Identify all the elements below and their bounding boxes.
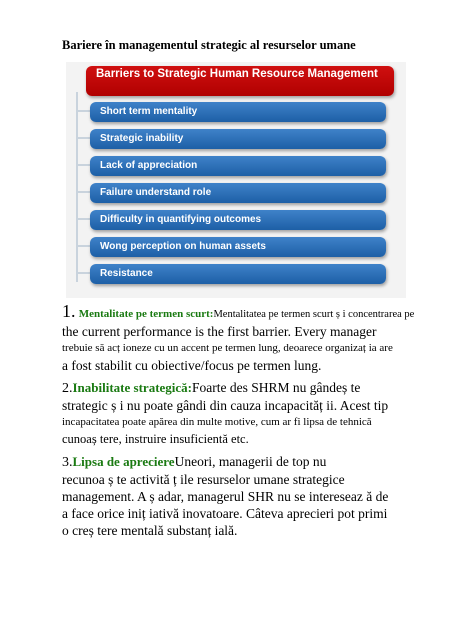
paragraph-text: o creș tere mentală substanț ială. — [62, 523, 238, 538]
barrier-item: Difficulty in quantifying outcomes — [90, 210, 386, 230]
diagram-header: Barriers to Strategic Human Resource Management — [86, 66, 394, 96]
paragraph-heading: Lipsa de apreciere — [72, 454, 175, 469]
paragraph-text: a fost stabilit cu obiective/focus pe termen lung. — [62, 358, 322, 373]
connector-stub — [76, 96, 90, 112]
paragraph-heading: Inabilitate strategică: — [72, 380, 193, 395]
paragraph-text: Foarte des SHRM nu gândeș te — [192, 380, 361, 395]
connector-stub — [76, 177, 90, 193]
paragraph-text: Mentalitatea pe termen scurt ș i concentrarea pe — [213, 309, 415, 320]
paragraph-text: management. A ș adar, managerul SHR nu se intereseaz ă de — [62, 489, 389, 504]
paragraph-text: cunoaș tere, instruire insuficientă etc. — [62, 432, 249, 446]
paragraph-text: the current performance is the first barrier. Every manager — [62, 324, 377, 339]
paragraph-heading: Mentalitate pe termen scurt: — [78, 308, 214, 320]
barrier-item: Failure understand role — [90, 183, 386, 203]
paragraph-text: Uneori, managerii de top nu — [174, 454, 327, 469]
barrier-item: Resistance — [90, 264, 386, 284]
barrier-item: Short term mentality — [90, 102, 386, 122]
connector-stub — [76, 258, 90, 274]
barrier-item: Lack of appreciation — [90, 156, 386, 176]
connector-stub — [76, 150, 90, 166]
paragraph-text: recunoa ș te activită ț ile resurselor umane strategice — [62, 472, 345, 487]
connector-stub — [76, 123, 90, 139]
connector-stub — [76, 231, 90, 247]
connector-stub — [76, 204, 90, 220]
item-number: 2. — [62, 381, 73, 396]
barrier-item: Strategic inability — [90, 129, 386, 149]
barrier-item: Wong perception on human assets — [90, 237, 386, 257]
paragraph-text: incapacitatea poate apărea din multe motive, cum ar fi lipsa de tehnică — [62, 416, 372, 428]
paragraph-3 — [62, 453, 454, 539]
document-title: Bariere în managementul strategic al resurselor umane — [62, 38, 356, 52]
paragraph-1 — [62, 303, 454, 374]
item-number: 1. — [62, 301, 76, 321]
item-number: 3. — [62, 455, 73, 470]
paragraph-text: trebuie să acț ioneze cu un accent pe termen lung, deoarece organizaț ia are — [62, 342, 393, 354]
paragraph-text: strategic ș i nu poate gândi din cauza incapacităț ii. Acest tip — [62, 398, 389, 413]
paragraph-2 — [62, 379, 454, 448]
barriers-diagram — [66, 62, 406, 298]
paragraph-text: a face orice iniț iativă inovatoare. Câteva aprecieri pot primi — [62, 506, 388, 521]
